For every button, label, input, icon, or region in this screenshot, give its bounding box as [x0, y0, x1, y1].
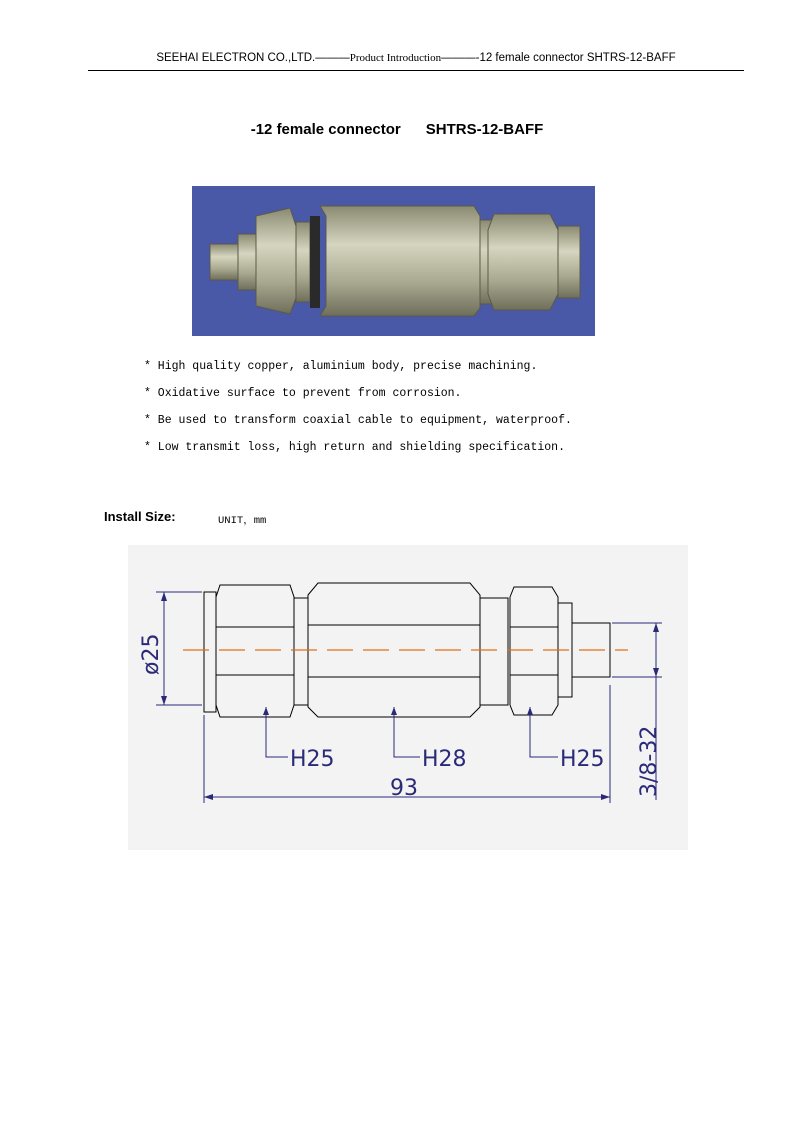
install-size-label: Install Size:	[104, 509, 176, 524]
feature-item: * Be used to transform coaxial cable to equipment, waterproof.	[144, 414, 572, 427]
length-label: 93	[390, 776, 418, 801]
diameter-label: ø25	[139, 633, 164, 675]
hex-middle-label: H28	[422, 747, 467, 772]
feature-list	[144, 360, 572, 468]
header-section: Product Introduction	[349, 52, 442, 64]
feature-item: * Oxidative surface to prevent from corrosion.	[144, 387, 462, 400]
product-photo	[192, 186, 595, 336]
header-product: ———-12 female connector SHTRS-12-BAFF	[441, 52, 676, 64]
dimension-drawing	[128, 545, 688, 850]
feature-item: * High quality copper, aluminium body, precise machining.	[144, 360, 538, 373]
thread-label: 3/8-32	[637, 725, 662, 797]
page-header	[88, 52, 744, 71]
hex-right-label: H25	[560, 747, 605, 772]
page-title: -12 female connector SHTRS-12-BAFF	[250, 121, 544, 138]
feature-item: * Low transmit loss, high return and shielding specification.	[144, 441, 565, 454]
hex-left-label: H25	[290, 747, 335, 772]
unit-label: UNIT，mm	[218, 515, 267, 527]
header-company: SEEHAI ELECTRON CO.,LTD.———	[156, 52, 350, 64]
